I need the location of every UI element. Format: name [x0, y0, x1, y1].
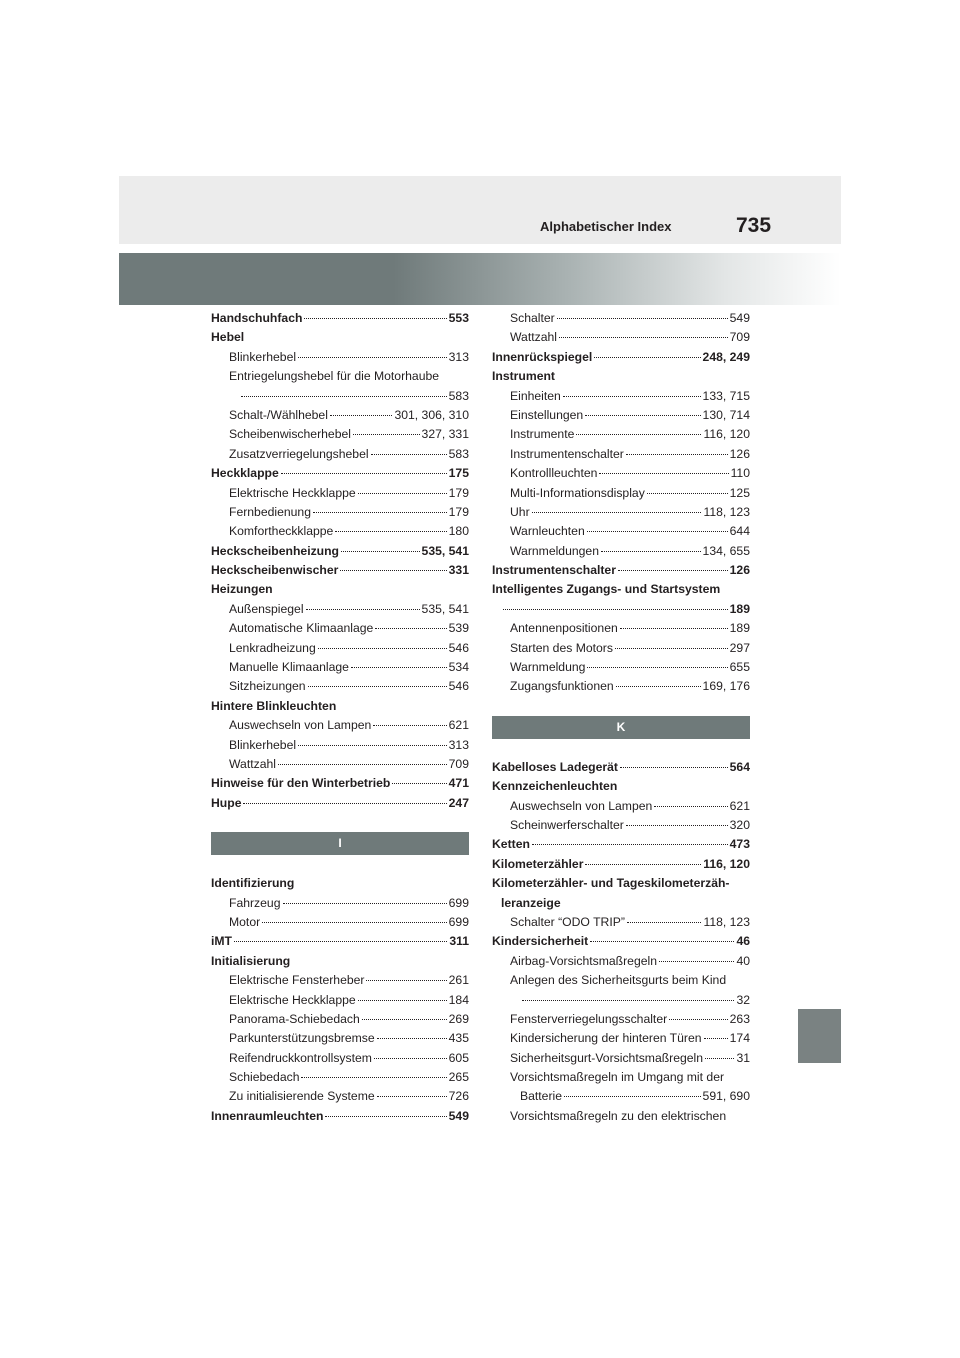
- entry-page-numbers: 175: [448, 466, 469, 481]
- spacer: [211, 855, 469, 874]
- entry-page-numbers: 184: [448, 992, 469, 1007]
- entry-label: Hupe: [211, 795, 242, 810]
- index-subentry: [211, 1049, 469, 1068]
- dot-leader: [335, 531, 446, 532]
- entry-label: Auswechseln von Lampen: [510, 798, 653, 813]
- index-entry: [492, 777, 750, 796]
- index-subentry: [492, 484, 750, 503]
- index-entry: [211, 952, 469, 971]
- index-subentry: [492, 816, 750, 835]
- dot-leader: [374, 1058, 447, 1059]
- index-entry: [492, 580, 750, 599]
- entry-page-numbers: 644: [729, 524, 750, 539]
- index-entry: [211, 309, 469, 328]
- entry-label: Batterie: [520, 1089, 563, 1104]
- dot-leader: [616, 686, 701, 687]
- index-subentry: [492, 677, 750, 696]
- dot-leader: [313, 512, 447, 513]
- dot-leader: [377, 1096, 447, 1097]
- entry-page-numbers: 539: [448, 621, 469, 636]
- entry-label: Starten des Motors: [510, 640, 613, 655]
- dot-leader: [532, 512, 702, 513]
- entry-label: leranzeige: [501, 895, 561, 910]
- entry-label: Kilometerzähler- und Tageskilometerzäh-: [492, 876, 730, 891]
- spacer: [492, 697, 750, 716]
- entry-label: Motor: [229, 914, 261, 929]
- dot-leader: [532, 844, 728, 845]
- entry-page-numbers: 179: [448, 485, 469, 500]
- entry-page-numbers: 471: [448, 776, 469, 791]
- index-subentry: [492, 1049, 750, 1068]
- entry-label: Ketten: [492, 837, 530, 852]
- index-subentry: [492, 328, 750, 347]
- dot-leader: [659, 961, 734, 962]
- dot-leader: [620, 628, 728, 629]
- entry-label: Sitzheizungen: [229, 679, 306, 694]
- index-subentry: [211, 971, 469, 990]
- index-subentry: [492, 991, 750, 1010]
- dot-leader: [503, 609, 728, 610]
- entry-label: Heckscheibenheizung: [211, 543, 340, 558]
- entry-page-numbers: 605: [448, 1050, 469, 1065]
- dot-leader: [559, 337, 728, 338]
- entry-page-numbers: 726: [448, 1089, 469, 1104]
- dot-leader: [278, 764, 447, 765]
- entry-label: Antennenpositionen: [510, 621, 618, 636]
- dot-leader: [585, 864, 701, 865]
- dot-leader: [620, 767, 728, 768]
- entry-page-numbers: 709: [729, 330, 750, 345]
- entry-page-numbers: 179: [448, 504, 469, 519]
- entry-page-numbers: 535, 541: [421, 543, 469, 558]
- entry-page-numbers: 591, 690: [702, 1089, 750, 1104]
- entry-page-numbers: 110: [730, 466, 750, 481]
- dot-leader: [377, 1038, 447, 1039]
- entry-page-numbers: 699: [448, 914, 469, 929]
- entry-label: Fahrzeug: [229, 895, 281, 910]
- entry-page-numbers: 546: [448, 679, 469, 694]
- entry-label: Heckklappe: [211, 466, 279, 481]
- entry-label: Heizungen: [211, 582, 273, 597]
- entry-page-numbers: 133, 715: [702, 388, 750, 403]
- entry-page-numbers: 331: [448, 563, 469, 578]
- dot-leader: [308, 686, 447, 687]
- index-subentry: [211, 1029, 469, 1048]
- dot-leader: [392, 783, 446, 784]
- entry-page-numbers: 621: [448, 718, 469, 733]
- entry-label: Multi-Informationsdisplay: [510, 485, 645, 500]
- index-subentry: [492, 464, 750, 483]
- index-column-left: [211, 309, 469, 1126]
- index-entry: [492, 932, 750, 951]
- entry-page-numbers: 327, 331: [421, 427, 469, 442]
- entry-label: Uhr: [510, 504, 530, 519]
- index-subentry: [492, 1068, 750, 1087]
- index-entry: [492, 561, 750, 580]
- entry-label: Elektrische Fensterheber: [229, 973, 365, 988]
- index-subentry: [492, 913, 750, 932]
- entry-label: Automatische Klimaanlage: [229, 621, 374, 636]
- dot-leader: [522, 1000, 734, 1001]
- spacer: [492, 739, 750, 758]
- index-entry: [492, 835, 750, 854]
- entry-page-numbers: 621: [729, 798, 750, 813]
- dot-leader: [340, 570, 446, 571]
- index-subentry: [211, 736, 469, 755]
- dot-leader: [626, 454, 728, 455]
- dot-leader: [590, 941, 734, 942]
- entry-page-numbers: 118, 123: [703, 914, 750, 929]
- entry-page-numbers: 583: [448, 388, 469, 403]
- index-subentry: [492, 387, 750, 406]
- dot-leader: [594, 357, 700, 358]
- entry-label: Heckscheibenwischer: [211, 563, 339, 578]
- index-entry: [211, 328, 469, 347]
- index-entry: [492, 348, 750, 367]
- entry-label: Warnmeldungen: [510, 543, 599, 558]
- index-subentry: [211, 619, 469, 638]
- index-subentry: [492, 503, 750, 522]
- index-subentry: [492, 971, 750, 990]
- entry-label: Identifizierung: [211, 876, 295, 891]
- entry-label: Kilometerzähler: [492, 856, 584, 871]
- header-band: [119, 176, 841, 244]
- index-entry: [211, 580, 469, 599]
- dot-leader: [330, 415, 393, 416]
- index-subentry: [211, 639, 469, 658]
- entry-page-numbers: 435: [448, 1031, 469, 1046]
- index-entry: [211, 1107, 469, 1126]
- dot-leader: [283, 903, 447, 904]
- index-subentry: [211, 445, 469, 464]
- index-subentry: [492, 797, 750, 816]
- entry-page-numbers: 546: [448, 640, 469, 655]
- dot-leader: [298, 745, 447, 746]
- index-subentry: [492, 1029, 750, 1048]
- dot-leader: [358, 1000, 447, 1001]
- index-subentry: [211, 600, 469, 619]
- entry-label: Kontrollleuchten: [510, 466, 598, 481]
- index-entry: [211, 561, 469, 580]
- entry-page-numbers: 261: [448, 973, 469, 988]
- index-subentry: [492, 542, 750, 561]
- dot-leader: [241, 396, 447, 397]
- entry-page-numbers: 655: [729, 660, 750, 675]
- index-subentry: [211, 1010, 469, 1029]
- entry-label: Zu initialisierende Systeme: [229, 1089, 375, 1104]
- dot-leader: [371, 454, 447, 455]
- entry-page-numbers: 169, 176: [702, 679, 750, 694]
- entry-label: Initialisierung: [211, 953, 291, 968]
- entry-page-numbers: 269: [448, 1011, 469, 1026]
- entry-label: Sicherheitsgurt-Vorsichtsmaßregeln: [510, 1050, 704, 1065]
- entry-page-numbers: 549: [448, 1108, 469, 1123]
- entry-label: Instrument: [492, 369, 555, 384]
- entry-page-numbers: 174: [729, 1031, 750, 1046]
- entry-page-numbers: 313: [448, 349, 469, 364]
- index-entry: [211, 542, 469, 561]
- entry-page-numbers: 535, 541: [421, 601, 469, 616]
- index-subentry: [211, 503, 469, 522]
- section-letter-heading: I: [211, 832, 469, 855]
- entry-label: Vorsichtsmaßregeln im Umgang mit der: [510, 1070, 725, 1085]
- dot-leader: [576, 434, 701, 435]
- dot-leader: [366, 980, 446, 981]
- dot-leader: [373, 725, 446, 726]
- page-number: 735: [736, 214, 772, 237]
- dot-leader: [375, 628, 446, 629]
- index-entry: [211, 874, 469, 893]
- index-subentry: [211, 658, 469, 677]
- dot-leader: [353, 434, 420, 435]
- entry-page-numbers: 46: [736, 934, 750, 949]
- entry-page-numbers: 180: [448, 524, 469, 539]
- entry-page-numbers: 32: [736, 992, 750, 1007]
- entry-page-numbers: 247: [448, 795, 469, 810]
- entry-label: Instrumentenschalter: [510, 446, 624, 461]
- entry-label: Fernbedienung: [229, 504, 311, 519]
- dot-leader: [301, 1077, 446, 1078]
- index-subentry: [211, 406, 469, 425]
- entry-label: Kindersicherheit: [492, 934, 589, 949]
- entry-label: Auswechseln von Lampen: [229, 718, 372, 733]
- entry-page-numbers: 116, 120: [703, 427, 750, 442]
- entry-label: Manuelle Klimaanlage: [229, 660, 349, 675]
- dot-leader: [306, 609, 420, 610]
- index-entry: [211, 774, 469, 793]
- dot-leader: [669, 1019, 727, 1020]
- entry-label: Zusatzverriegelungshebel: [229, 446, 369, 461]
- entry-label: Hebel: [211, 330, 245, 345]
- index-subentry: [492, 406, 750, 425]
- index-entry: [492, 855, 750, 874]
- entry-page-numbers: 126: [729, 446, 750, 461]
- entry-label: Wattzahl: [229, 756, 276, 771]
- index-subentry: [492, 445, 750, 464]
- index-subentry: [211, 716, 469, 735]
- spacer: [211, 813, 469, 832]
- dot-leader: [647, 493, 728, 494]
- entry-page-numbers: 709: [448, 756, 469, 771]
- entry-page-numbers: 263: [729, 1011, 750, 1026]
- entry-page-numbers: 40: [736, 953, 750, 968]
- entry-page-numbers: 189: [729, 621, 750, 636]
- entry-page-numbers: 248, 249: [702, 349, 750, 364]
- entry-page-numbers: 473: [729, 837, 750, 852]
- entry-page-numbers: 564: [729, 759, 750, 774]
- entry-label: Lenkradheizung: [229, 640, 316, 655]
- dot-leader: [599, 473, 728, 474]
- dot-leader: [627, 922, 702, 923]
- entry-label: Einheiten: [510, 388, 561, 403]
- entry-label: Kennzeichenleuchten: [492, 779, 618, 794]
- index-subentry: [492, 952, 750, 971]
- dot-leader: [587, 667, 727, 668]
- index-subentry: [492, 639, 750, 658]
- entry-label: Hintere Blinkleuchten: [211, 698, 337, 713]
- entry-label: Kabelloses Ladegerät: [492, 759, 618, 774]
- index-entry: [211, 932, 469, 951]
- entry-page-numbers: 265: [448, 1070, 469, 1085]
- dot-leader: [362, 1019, 447, 1020]
- entry-label: Instrumente: [510, 427, 575, 442]
- entry-label: Einstellungen: [510, 407, 584, 422]
- entry-page-numbers: 583: [448, 446, 469, 461]
- entry-label: Elektrische Heckklappe: [229, 485, 356, 500]
- dot-leader: [626, 825, 728, 826]
- index-subentry: [211, 367, 469, 386]
- entry-page-numbers: 699: [448, 895, 469, 910]
- dot-leader: [587, 531, 728, 532]
- entry-page-numbers: 311: [449, 934, 469, 949]
- index-subentry: [211, 755, 469, 774]
- entry-label: Entriegelungshebel für die Motorhaube: [229, 369, 440, 384]
- entry-page-numbers: 320: [729, 817, 750, 832]
- dot-leader: [615, 648, 728, 649]
- entry-label: Innenrückspiegel: [492, 349, 593, 364]
- dot-leader: [601, 551, 701, 552]
- dot-leader: [705, 1058, 734, 1059]
- entry-label: Komfortheckklappe: [229, 524, 334, 539]
- dot-leader: [351, 667, 447, 668]
- dot-leader: [318, 648, 447, 649]
- entry-page-numbers: 116, 120: [703, 856, 750, 871]
- entry-label: Zugangsfunktionen: [510, 679, 614, 694]
- index-entry: [211, 794, 469, 813]
- dot-leader: [243, 803, 446, 804]
- index-subentry: [492, 619, 750, 638]
- entry-page-numbers: 301, 306, 310: [394, 407, 469, 422]
- index-subentry: [211, 348, 469, 367]
- index-subentry: [211, 1087, 469, 1106]
- dot-leader: [234, 941, 447, 942]
- index-subentry: [211, 425, 469, 444]
- index-subentry: [211, 677, 469, 696]
- index-subentry: [492, 1087, 750, 1106]
- index-entry: [492, 600, 750, 619]
- entry-page-numbers: 134, 655: [702, 543, 750, 558]
- dot-leader: [704, 1038, 728, 1039]
- index-subentry: [211, 484, 469, 503]
- index-subentry: [492, 309, 750, 328]
- entry-label: Instrumentenschalter: [492, 563, 616, 578]
- decorative-gradient-bar: [119, 253, 841, 305]
- entry-page-numbers: 130, 714: [702, 407, 750, 422]
- dot-leader: [281, 473, 447, 474]
- entry-label: Scheibenwischerhebel: [229, 427, 351, 442]
- entry-label: Scheinwerferschalter: [510, 817, 624, 832]
- entry-label: iMT: [211, 934, 232, 949]
- entry-label: Reifendruckkontrollsystem: [229, 1050, 372, 1065]
- index-column-right: [492, 309, 750, 1126]
- dot-leader: [654, 806, 727, 807]
- entry-label: Warnleuchten: [510, 524, 585, 539]
- index-subentry: [492, 425, 750, 444]
- entry-label: Blinkerhebel: [229, 349, 297, 364]
- entry-label: Schiebedach: [229, 1070, 300, 1085]
- entry-page-numbers: 534: [448, 660, 469, 675]
- entry-label: Elektrische Heckklappe: [229, 992, 356, 1007]
- index-subentry: [211, 991, 469, 1010]
- entry-label: Handschuhfach: [211, 311, 303, 325]
- dot-leader: [358, 493, 447, 494]
- index-subentry: [211, 913, 469, 932]
- entry-label: Hinweise für den Winterbetrieb: [211, 776, 391, 791]
- dot-leader: [325, 1116, 446, 1117]
- dot-leader: [564, 1096, 701, 1097]
- dot-leader: [563, 396, 701, 397]
- entry-label: Innenraumleuchten: [211, 1108, 324, 1123]
- dot-leader: [557, 318, 728, 319]
- index-subentry: [492, 522, 750, 541]
- dot-leader: [262, 922, 447, 923]
- index-subentry: [211, 1068, 469, 1087]
- index-subentry: [211, 387, 469, 406]
- dot-leader: [304, 318, 446, 319]
- entry-label: Intelligentes Zugangs- und Startsystem: [492, 582, 721, 597]
- dot-leader: [585, 415, 700, 416]
- entry-page-numbers: 126: [729, 563, 750, 578]
- dot-leader: [341, 551, 420, 552]
- dot-leader: [298, 357, 447, 358]
- entry-label: Parkunterstützungsbremse: [229, 1031, 375, 1046]
- index-subentry: [492, 658, 750, 677]
- entry-page-numbers: 313: [448, 737, 469, 752]
- section-thumb-tab: [798, 1009, 841, 1063]
- entry-label: Panorama-Schiebedach: [229, 1011, 360, 1026]
- index-subentry: [211, 894, 469, 913]
- entry-page-numbers: 118, 123: [703, 504, 750, 519]
- entry-label: Außenspiegel: [229, 601, 304, 616]
- section-title: Alphabetischer Index: [540, 219, 672, 234]
- entry-label: Warnmeldung: [510, 660, 586, 675]
- entry-label: Fensterverriegelungsschalter: [510, 1011, 668, 1026]
- entry-page-numbers: 553: [448, 311, 469, 325]
- section-letter-heading: K: [492, 716, 750, 739]
- index-entry: [211, 464, 469, 483]
- index-entry: [492, 894, 750, 913]
- entry-page-numbers: 31: [736, 1050, 750, 1065]
- entry-label: Kindersicherung der hinteren Türen: [510, 1031, 702, 1046]
- entry-label: Blinkerhebel: [229, 737, 297, 752]
- index-subentry: [492, 1107, 750, 1126]
- index-subentry: [492, 1010, 750, 1029]
- index-subentry: [211, 522, 469, 541]
- entry-label: Schalter “ODO TRIP”: [510, 914, 625, 929]
- index-entry: [492, 874, 750, 893]
- entry-page-numbers: 125: [729, 485, 750, 500]
- entry-label: Schalter: [510, 311, 555, 325]
- entry-page-numbers: 549: [729, 311, 750, 325]
- entry-label: Airbag-Vorsichtsmaßregeln: [510, 953, 657, 968]
- entry-page-numbers: 189: [729, 601, 750, 616]
- index-entry: [492, 367, 750, 386]
- entry-label: Wattzahl: [510, 330, 557, 345]
- index-entry: [492, 758, 750, 777]
- dot-leader: [618, 570, 728, 571]
- entry-page-numbers: 297: [729, 640, 750, 655]
- entry-label: Anlegen des Sicherheitsgurts beim Kind: [510, 973, 727, 988]
- entry-label: Schalt-/Wählhebel: [229, 407, 328, 422]
- index-entry: [211, 697, 469, 716]
- entry-label: Vorsichtsmaßregeln zu den elektrischen: [510, 1108, 727, 1123]
